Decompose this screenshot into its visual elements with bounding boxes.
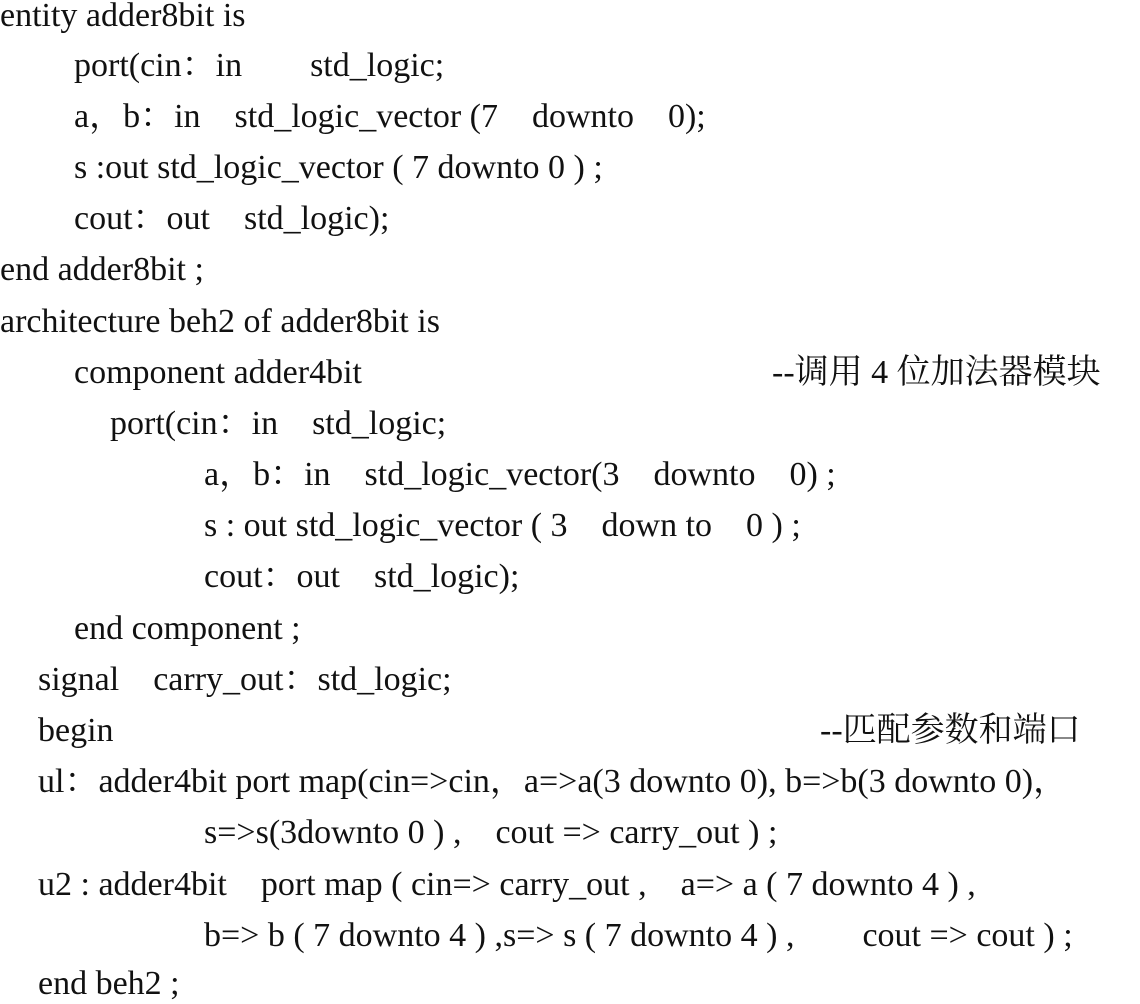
- code-line-17: s=>s(3downto 0 ) , cout => carry_out ) ;: [204, 814, 778, 851]
- code-line-16: ul：adder4bit port map(cin=>cin，a=>a(3 downto 0), b=>b(3 downto 0)，: [38, 763, 1068, 800]
- code-line-6: end adder8bit ;: [0, 251, 204, 288]
- code-line-13: end component ;: [74, 610, 301, 647]
- code-line-20: end beh2 ;: [38, 965, 180, 1002]
- code-line-10: a，b：in std_logic_vector(3 downto 0) ;: [204, 456, 836, 493]
- code-line-15: begin: [38, 712, 114, 749]
- code-line-3: a，b：in std_logic_vector (7 downto 0);: [74, 98, 706, 135]
- code-line-7: architecture beh2 of adder8bit is: [0, 303, 440, 340]
- code-line-18: u2 : adder4bit port map ( cin=> carry_out , a=> a ( 7 downto 4 ) ,: [38, 866, 976, 903]
- code-line-5: cout：out std_logic);: [74, 200, 390, 237]
- code-line-12: cout：out std_logic);: [204, 558, 520, 595]
- code-line-2: port(cin：in std_logic;: [74, 47, 445, 84]
- code-line-9: port(cin：in std_logic;: [110, 405, 447, 442]
- comment-match-ports: --匹配参数和端口: [820, 712, 1081, 749]
- code-line-19: b=> b ( 7 downto 4 ) ,s=> s ( 7 downto 4 ) , cout => cout ) ;: [204, 917, 1073, 954]
- code-line-8: component adder4bit: [74, 354, 362, 391]
- code-line-1: entity adder8bit is: [0, 0, 246, 34]
- code-line-11: s : out std_logic_vector ( 3 down to 0 ) ;: [204, 507, 801, 544]
- code-line-4: s :out std_logic_vector ( 7 downto 0 ) ;: [74, 149, 603, 186]
- code-line-14: signal carry_out：std_logic;: [38, 661, 452, 698]
- comment-call-4bit-adder: --调用 4 位加法器模块: [772, 354, 1101, 391]
